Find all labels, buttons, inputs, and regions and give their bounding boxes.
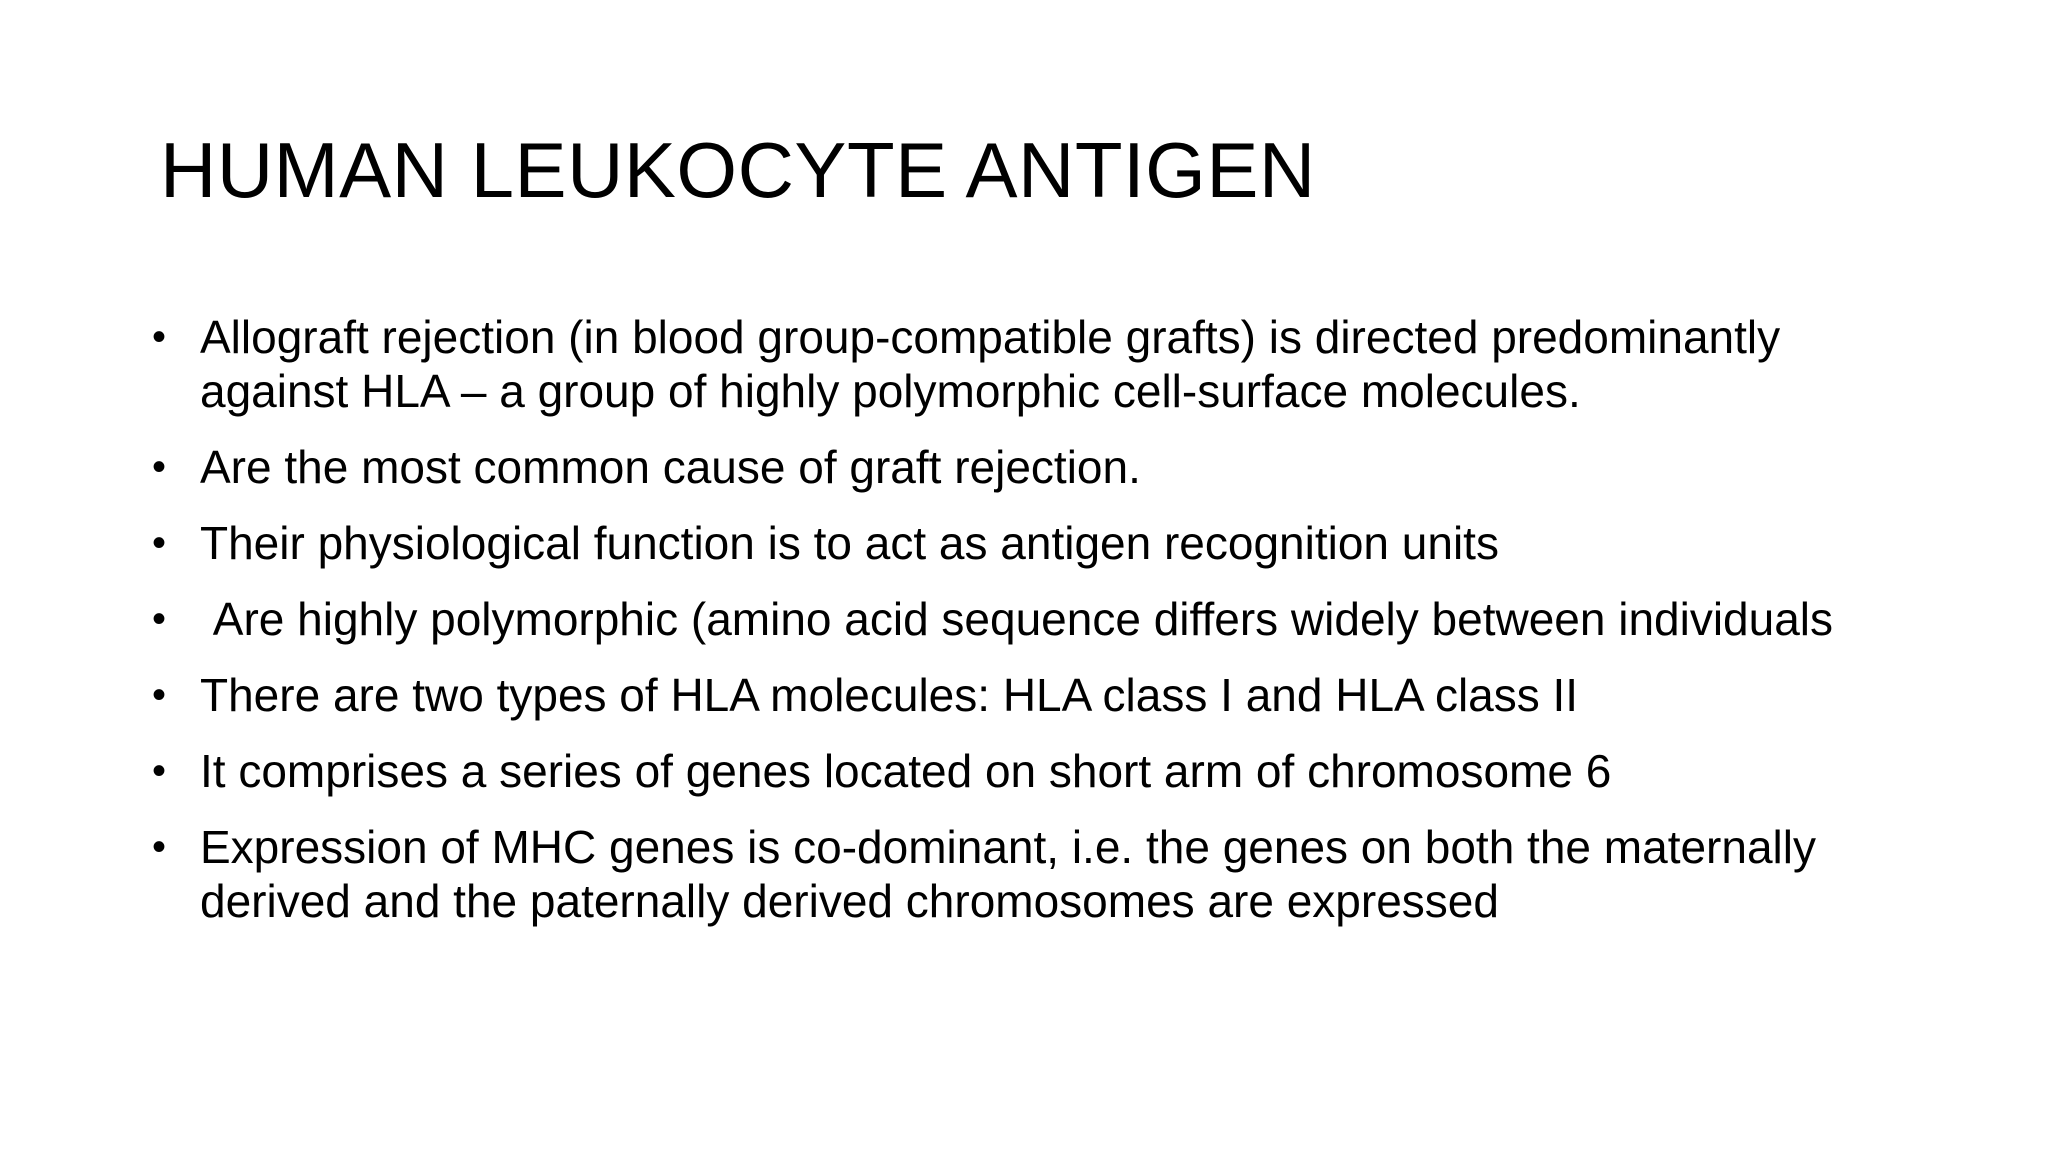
bullet-marker: • [152, 673, 167, 717]
bullet-text: Expression of MHC genes is co-dominant, i.e. the genes on both the maternally derived and the paternally derived chromosomes are expressed [200, 821, 1829, 927]
bullet-text: There are two types of HLA molecules: HLA class I and HLA class II [200, 669, 1579, 721]
bullet-item [150, 820, 1950, 928]
bullet-text: Allograft rejection (in blood group-compatible grafts) is directed predominantly against HLA – a group of highly polymorphic cell-surface molecules. [200, 311, 1793, 417]
bullet-item [150, 668, 1950, 722]
bullet-marker: • [152, 521, 167, 565]
bullet-marker: • [152, 597, 167, 641]
bullet-marker: • [152, 825, 167, 869]
slide-title: HUMAN LEUKOCYTE ANTIGEN [160, 126, 1316, 214]
bullet-text: It comprises a series of genes located on short arm of chromosome 6 [200, 745, 1612, 797]
bullet-item [150, 516, 1950, 570]
bullet-text: Are highly polymorphic (amino acid sequence differs widely between individuals [200, 593, 1834, 645]
bullet-marker: • [152, 445, 167, 489]
bullet-item [150, 592, 1950, 646]
bullet-item [150, 440, 1950, 494]
bullet-marker: • [152, 749, 167, 793]
bullet-list [150, 310, 1950, 950]
bullet-item [150, 310, 1950, 418]
bullet-marker: • [152, 315, 167, 359]
bullet-item [150, 744, 1950, 798]
bullet-text: Are the most common cause of graft rejection. [200, 441, 1141, 493]
bullet-text: Their physiological function is to act as antigen recognition units [200, 517, 1499, 569]
